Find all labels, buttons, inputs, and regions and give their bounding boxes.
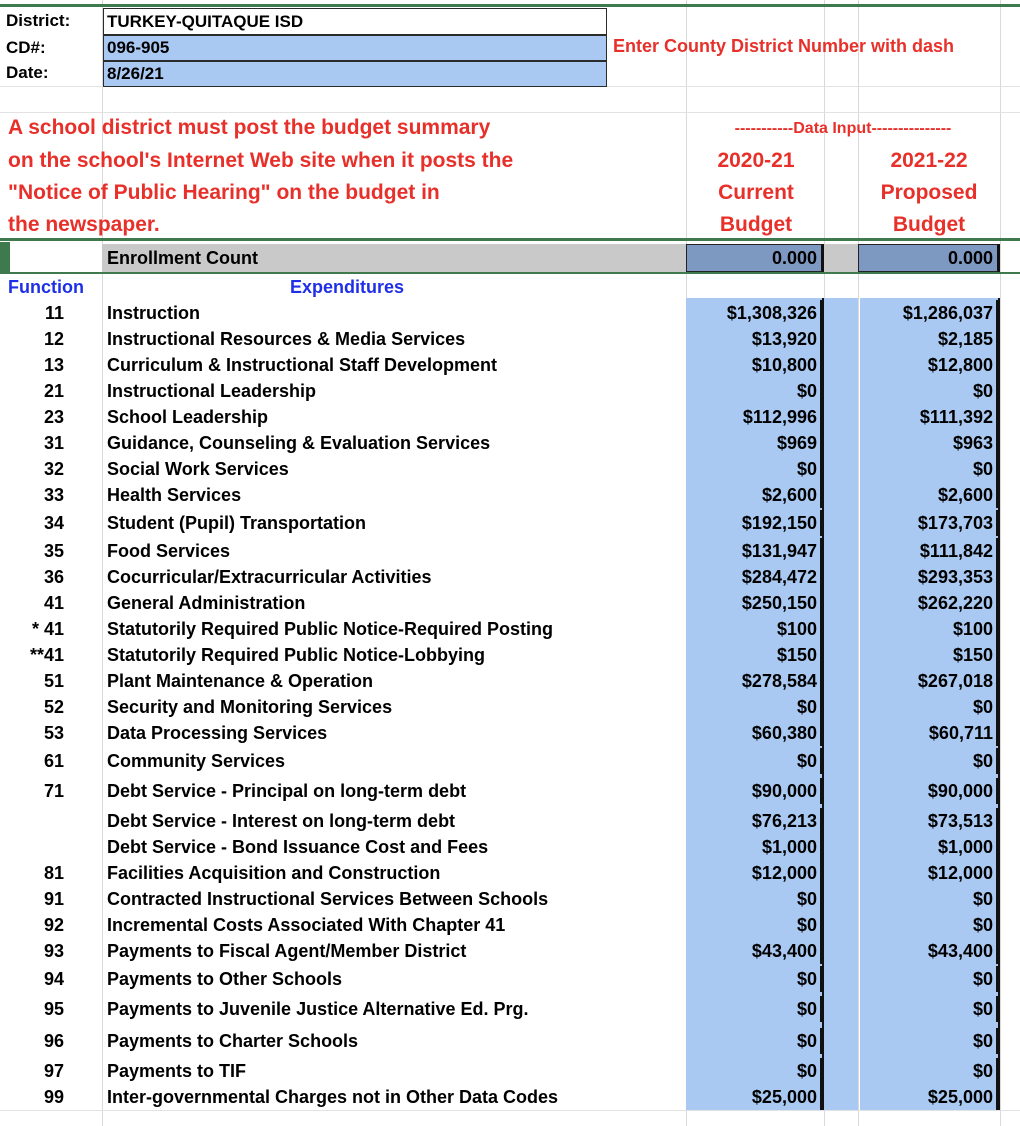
function-code: 51 xyxy=(43,671,64,691)
table-row xyxy=(0,966,1020,992)
table-row xyxy=(0,482,1020,508)
current-budget-cell[interactable]: $192,150 xyxy=(686,510,822,536)
notice-line-1: A school district must post the budget summary xyxy=(8,116,491,139)
function-code: 35 xyxy=(43,541,64,561)
date-field[interactable]: 8/26/21 xyxy=(103,61,607,87)
notice-line-2: on the school's Internet Web site when it posts the xyxy=(8,149,514,172)
proposed-budget-cell[interactable]: $0 xyxy=(860,456,998,482)
function-code: 52 xyxy=(43,697,64,717)
expenditure-description: Instructional Leadership xyxy=(107,381,317,401)
cd-label: CD#: xyxy=(6,38,46,57)
enrollment-label: Enrollment Count xyxy=(107,248,258,268)
proposed-budget-cell[interactable]: $2,185 xyxy=(860,326,998,352)
cd-instruction-text: Enter County District Number with dash xyxy=(613,36,955,56)
expenditure-description: Payments to TIF xyxy=(107,1061,247,1081)
expenditure-description: Instruction xyxy=(107,303,200,323)
proposed-budget-cell[interactable]: $0 xyxy=(860,1058,998,1084)
enrollment-proposed-field[interactable]: 0.000 xyxy=(858,244,1000,272)
current-budget-cell[interactable]: $112,996 xyxy=(686,404,822,430)
function-code: 41 xyxy=(43,593,64,613)
function-code: 71 xyxy=(43,781,64,801)
current-budget-cell[interactable]: $0 xyxy=(686,966,822,992)
expenditure-description: Plant Maintenance & Operation xyxy=(107,671,374,691)
current-budget-cell[interactable]: $25,000 xyxy=(686,1084,822,1110)
proposed-budget-cell[interactable]: $60,711 xyxy=(860,720,998,746)
col1-year: 2020-21 xyxy=(717,149,795,172)
district-field[interactable]: TURKEY-QUITAQUE ISD xyxy=(103,8,607,35)
function-code: **41 xyxy=(29,645,64,665)
function-code: 31 xyxy=(43,433,64,453)
table-row xyxy=(0,938,1020,964)
proposed-budget-cell[interactable]: $293,353 xyxy=(860,564,998,590)
table-row xyxy=(0,996,1020,1022)
proposed-budget-cell[interactable]: $43,400 xyxy=(860,938,998,964)
function-code: * 41 xyxy=(31,619,64,639)
table-row xyxy=(0,834,1020,860)
expenditure-description: Payments to Other Schools xyxy=(107,969,343,989)
table-row xyxy=(0,886,1020,912)
table-row xyxy=(0,808,1020,834)
proposed-budget-cell[interactable]: $2,600 xyxy=(860,482,998,508)
function-code: 91 xyxy=(43,889,64,909)
function-header: Function xyxy=(8,277,84,297)
expenditure-description: Guidance, Counseling & Evaluation Services xyxy=(107,433,491,453)
col2-type: Proposed xyxy=(880,181,978,204)
table-row xyxy=(0,748,1020,774)
function-code: 12 xyxy=(43,329,64,349)
current-budget-cell[interactable]: $13,920 xyxy=(686,326,822,352)
function-code: 34 xyxy=(43,513,64,533)
proposed-budget-cell[interactable]: $0 xyxy=(860,748,998,774)
table-row xyxy=(0,616,1020,642)
expenditure-description: Contracted Instructional Services Between Schools xyxy=(107,889,549,909)
function-code: 93 xyxy=(43,941,64,961)
expenditure-description: Payments to Charter Schools xyxy=(107,1031,359,1051)
col2-budget: Budget xyxy=(892,213,966,236)
proposed-budget-cell[interactable]: $150 xyxy=(860,642,998,668)
table-row xyxy=(0,694,1020,720)
proposed-budget-cell[interactable]: $963 xyxy=(860,430,998,456)
col2-year: 2021-22 xyxy=(890,149,968,172)
current-budget-cell[interactable]: $0 xyxy=(686,1028,822,1054)
current-budget-cell[interactable]: $12,000 xyxy=(686,860,822,886)
expenditure-description: Debt Service - Bond Issuance Cost and Fees xyxy=(107,837,489,857)
proposed-budget-cell[interactable]: $267,018 xyxy=(860,668,998,694)
grid-line xyxy=(0,1110,1020,1111)
current-budget-cell[interactable]: $0 xyxy=(686,1058,822,1084)
current-budget-cell[interactable]: $0 xyxy=(686,378,822,404)
expenditure-description: Facilities Acquisition and Construction xyxy=(107,863,441,883)
current-budget-cell[interactable]: $0 xyxy=(686,456,822,482)
proposed-budget-cell[interactable]: $0 xyxy=(860,886,998,912)
expenditure-description: Community Services xyxy=(107,751,286,771)
expenditure-description: Statutorily Required Public Notice-Required Posting xyxy=(107,619,554,639)
table-row xyxy=(0,642,1020,668)
function-code: 21 xyxy=(43,381,64,401)
proposed-budget-cell[interactable]: $90,000 xyxy=(860,778,998,804)
current-budget-cell[interactable]: $60,380 xyxy=(686,720,822,746)
current-budget-cell[interactable]: $100 xyxy=(686,616,822,642)
table-row xyxy=(0,564,1020,590)
proposed-budget-cell[interactable]: $12,000 xyxy=(860,860,998,886)
function-code: 61 xyxy=(43,751,64,771)
table-row xyxy=(0,720,1020,746)
function-code: 33 xyxy=(43,485,64,505)
enrollment-gap xyxy=(824,244,858,272)
current-budget-cell[interactable]: $2,600 xyxy=(686,482,822,508)
table-row xyxy=(0,1058,1020,1084)
expenditures-header: Expenditures xyxy=(290,277,405,297)
expenditure-description: Instructional Resources & Media Services xyxy=(107,329,466,349)
proposed-budget-cell[interactable]: $0 xyxy=(860,694,998,720)
expenditure-description: Debt Service - Principal on long-term debt xyxy=(107,781,467,801)
section-border xyxy=(0,238,1020,241)
current-budget-cell[interactable]: $0 xyxy=(686,694,822,720)
proposed-budget-cell[interactable]: $1,286,037 xyxy=(860,300,998,326)
notice-line-3: "Notice of Public Hearing" on the budget in xyxy=(8,181,440,204)
proposed-budget-cell[interactable]: $25,000 xyxy=(860,1084,998,1110)
col1-type: Current xyxy=(718,181,794,204)
current-budget-cell[interactable]: $43,400 xyxy=(686,938,822,964)
table-row xyxy=(0,1028,1020,1054)
current-budget-cell[interactable]: $0 xyxy=(686,996,822,1022)
function-code: 94 xyxy=(43,969,64,989)
table-row xyxy=(0,378,1020,404)
enrollment-current-field[interactable]: 0.000 xyxy=(686,244,824,272)
proposed-budget-cell[interactable]: $262,220 xyxy=(860,590,998,616)
expenditure-description: Data Processing Services xyxy=(107,723,328,743)
table-row xyxy=(0,778,1020,804)
function-code: 97 xyxy=(43,1061,64,1081)
expenditure-description: School Leadership xyxy=(107,407,269,427)
proposed-budget-cell[interactable]: $12,800 xyxy=(860,352,998,378)
expenditure-description: Payments to Fiscal Agent/Member District xyxy=(107,941,467,961)
grid-line xyxy=(0,112,1020,113)
proposed-budget-cell[interactable]: $111,842 xyxy=(860,538,998,564)
table-row xyxy=(0,352,1020,378)
function-code: 99 xyxy=(43,1087,64,1107)
current-budget-cell[interactable]: $150 xyxy=(686,642,822,668)
function-code: 13 xyxy=(43,355,64,375)
row-marker xyxy=(0,242,10,272)
current-budget-cell[interactable]: $10,800 xyxy=(686,352,822,378)
table-row xyxy=(0,590,1020,616)
expenditure-description: Statutorily Required Public Notice-Lobbying xyxy=(107,645,486,665)
proposed-budget-cell[interactable]: $0 xyxy=(860,1028,998,1054)
current-budget-cell[interactable]: $278,584 xyxy=(686,668,822,694)
table-row xyxy=(0,668,1020,694)
table-row xyxy=(0,860,1020,886)
proposed-budget-cell[interactable]: $0 xyxy=(860,996,998,1022)
current-budget-cell[interactable]: $131,947 xyxy=(686,538,822,564)
proposed-budget-cell[interactable]: $0 xyxy=(860,966,998,992)
current-budget-cell[interactable]: $250,150 xyxy=(686,590,822,616)
function-code: 95 xyxy=(43,999,64,1019)
cd-number-field[interactable]: 096-905 xyxy=(103,35,607,61)
district-label: District: xyxy=(6,11,71,30)
current-budget-cell[interactable]: $76,213 xyxy=(686,808,822,834)
current-budget-cell[interactable]: $1,308,326 xyxy=(686,300,822,326)
table-row xyxy=(0,404,1020,430)
expenditure-description: Food Services xyxy=(107,541,231,561)
expenditure-description: Student (Pupil) Transportation xyxy=(107,513,366,533)
date-label: Date: xyxy=(6,63,49,82)
current-budget-cell[interactable]: $969 xyxy=(686,430,822,456)
proposed-budget-cell[interactable]: $0 xyxy=(860,378,998,404)
proposed-budget-cell[interactable]: $111,392 xyxy=(860,404,998,430)
proposed-budget-cell[interactable]: $173,703 xyxy=(860,510,998,536)
expenditure-description: General Administration xyxy=(107,593,306,613)
sheet-border-top xyxy=(0,4,1020,7)
current-budget-cell[interactable]: $284,472 xyxy=(686,564,822,590)
function-code: 32 xyxy=(43,459,64,479)
current-budget-cell[interactable]: $0 xyxy=(686,748,822,774)
table-row xyxy=(0,430,1020,456)
col1-budget: Budget xyxy=(719,213,793,236)
table-row xyxy=(0,912,1020,938)
function-code: 11 xyxy=(44,303,64,323)
function-code: 23 xyxy=(43,407,64,427)
table-row xyxy=(0,538,1020,564)
expenditure-description: Curriculum & Instructional Staff Development xyxy=(107,355,498,375)
function-code: 81 xyxy=(43,863,64,883)
current-budget-cell[interactable]: $0 xyxy=(686,912,822,938)
current-budget-cell[interactable]: $0 xyxy=(686,886,822,912)
section-border xyxy=(0,272,1020,274)
proposed-budget-cell[interactable]: $100 xyxy=(860,616,998,642)
function-code: 36 xyxy=(43,567,64,587)
expenditure-description: Cocurricular/Extracurricular Activities xyxy=(107,567,432,587)
expenditure-description: Health Services xyxy=(107,485,242,505)
table-row xyxy=(0,300,1020,326)
proposed-budget-cell[interactable]: $73,513 xyxy=(860,808,998,834)
function-code: 53 xyxy=(43,723,64,743)
notice-line-4: the newspaper. xyxy=(8,213,160,236)
proposed-budget-cell[interactable]: $1,000 xyxy=(860,834,998,860)
expenditure-description: Security and Monitoring Services xyxy=(107,697,393,717)
table-row xyxy=(0,326,1020,352)
current-budget-cell[interactable]: $1,000 xyxy=(686,834,822,860)
function-code: 92 xyxy=(43,915,64,935)
function-code: 96 xyxy=(43,1031,64,1051)
expenditure-description: Debt Service - Interest on long-term debt xyxy=(107,811,456,831)
expenditure-description: Inter-governmental Charges not in Other Data Codes xyxy=(107,1087,559,1107)
current-budget-cell[interactable]: $90,000 xyxy=(686,778,822,804)
table-row xyxy=(0,510,1020,536)
expenditure-description: Payments to Juvenile Justice Alternative Ed. Prg. xyxy=(107,999,529,1019)
table-row xyxy=(0,456,1020,482)
expenditure-description: Incremental Costs Associated With Chapter 41 xyxy=(107,915,506,935)
table-row xyxy=(0,1084,1020,1110)
proposed-budget-cell[interactable]: $0 xyxy=(860,912,998,938)
expenditure-description: Social Work Services xyxy=(107,459,289,479)
data-input-header: -----------Data Input--------------- xyxy=(734,120,952,137)
